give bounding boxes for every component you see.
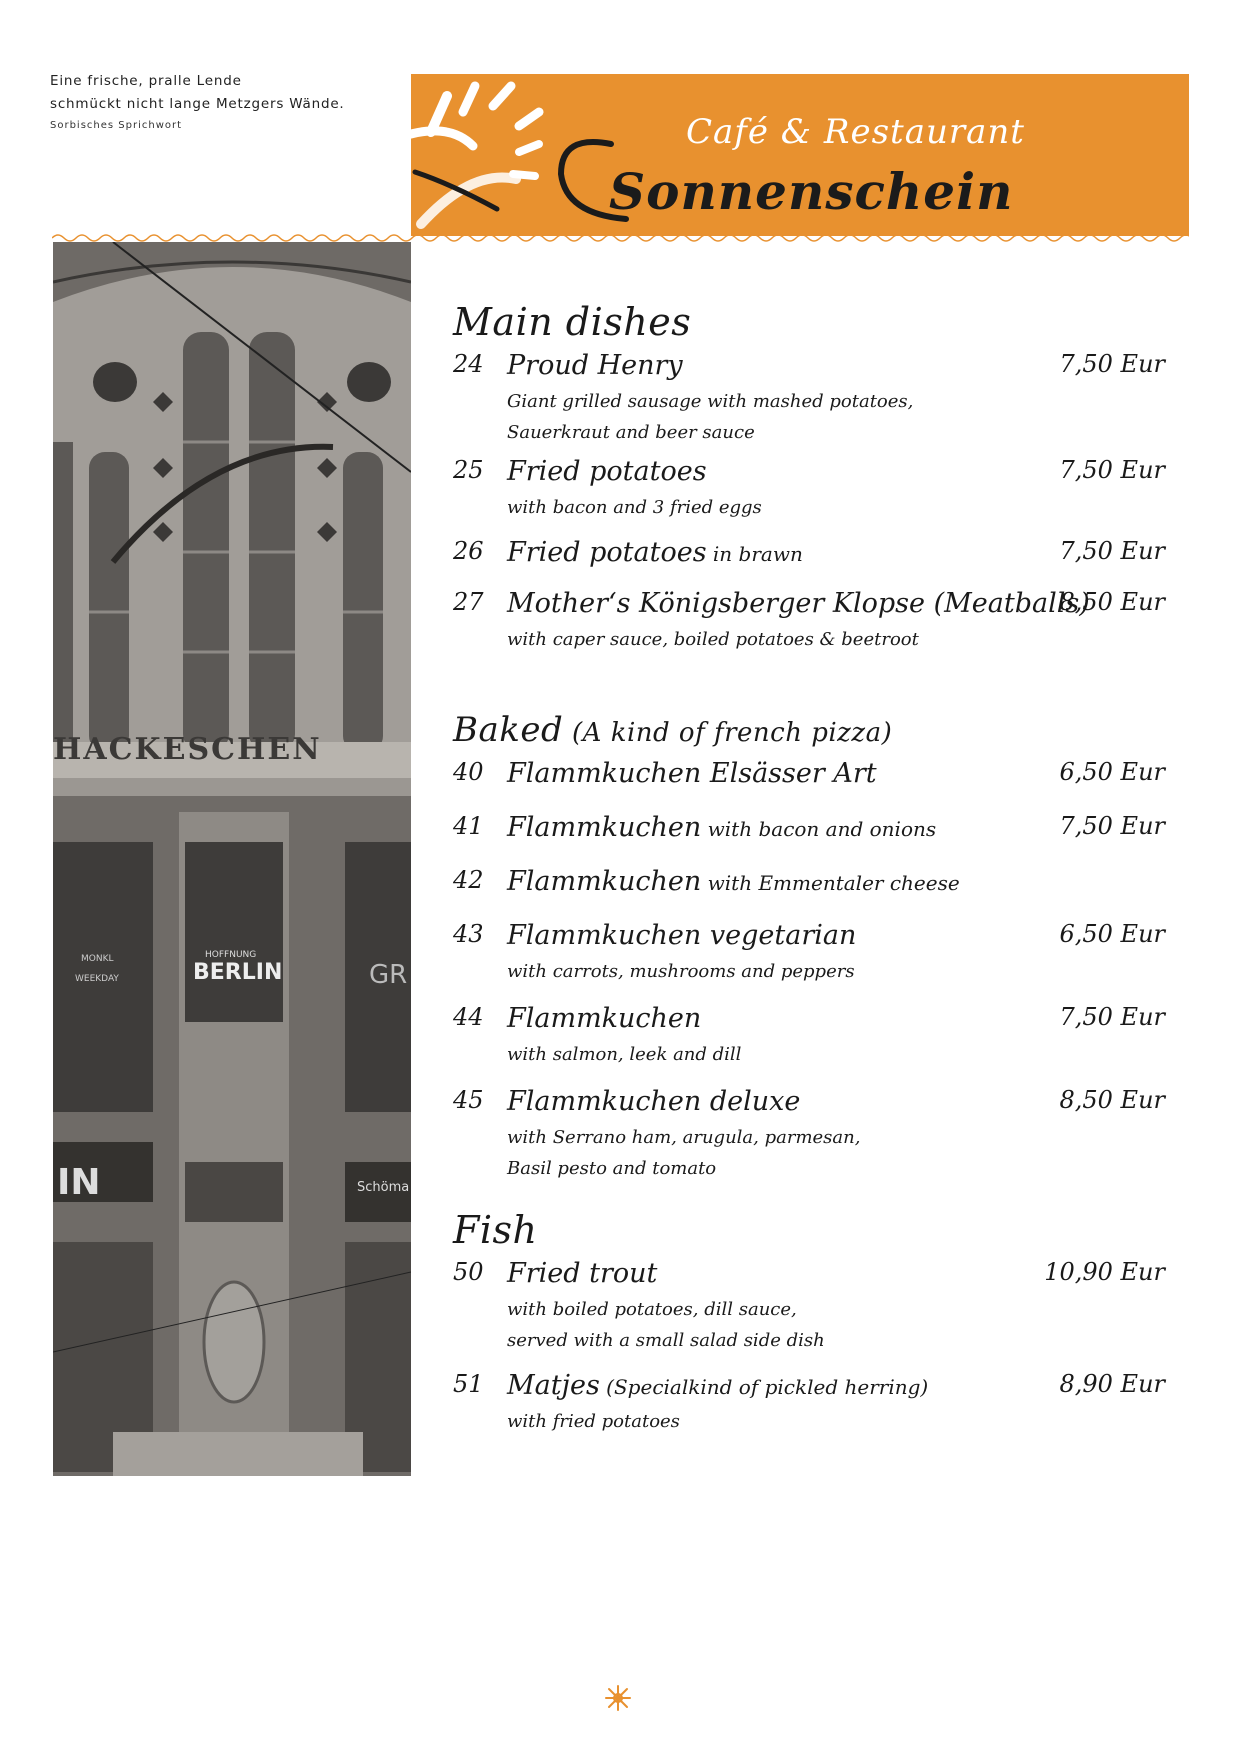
snowflake-ornament-icon [604, 1684, 632, 1712]
item-name: Flammkuchen with bacon and onions [507, 812, 937, 843]
menu-item [453, 1003, 1165, 1078]
section-title: Main dishes [453, 300, 692, 344]
sign-hoffnung: HOFFNUNG [205, 950, 257, 960]
item-number: 25 [453, 456, 484, 484]
item-name: Flammkuchen with Emmentaler cheese [507, 866, 960, 897]
quote-source: Sorbisches Sprichwort [50, 120, 183, 131]
item-number: 42 [453, 866, 484, 894]
item-description: with salmon, leek and dill [507, 1044, 742, 1065]
item-number: 44 [453, 1003, 484, 1031]
menu-item [453, 456, 1165, 531]
item-name: Flammkuchen Elsässer Art [507, 758, 877, 789]
item-description: with boiled potatoes, dill sauce, served with a small salad side dish [507, 1299, 825, 1351]
menu-item [453, 866, 1165, 912]
item-description: with Serrano ham, arugula, parmesan, Basil pesto and tomato [507, 1127, 861, 1179]
sign-in: IN [57, 1162, 101, 1203]
item-number: 51 [453, 1370, 484, 1398]
item-name: Fried trout [507, 1258, 658, 1289]
sign-monkl: MONKL [81, 954, 114, 964]
item-number: 27 [453, 588, 484, 616]
header-banner [411, 74, 1189, 236]
building-photo [53, 242, 411, 1476]
sign-hackeschen: HACKESCHEN [53, 732, 322, 767]
item-number: 24 [453, 350, 484, 378]
item-description: with bacon and 3 fried eggs [507, 497, 762, 518]
sign-gr: GR [369, 960, 408, 990]
item-price: 8,90 Eur [1059, 1370, 1165, 1398]
brand-name: Sonnenschein [609, 162, 1014, 221]
section-main-dishes [453, 300, 1165, 650]
menu-item [453, 1086, 1165, 1186]
item-name: Mother‘s Königsberger Klopse (Meatballs) [507, 588, 1090, 619]
menu-item [453, 920, 1165, 995]
sign-schoema: Schöma [357, 1180, 410, 1195]
sign-weekday: WEEKDAY [75, 974, 119, 984]
menu-item [453, 758, 1165, 804]
item-number: 40 [453, 758, 484, 786]
item-price: 7,50 Eur [1059, 537, 1165, 565]
item-number: 45 [453, 1086, 484, 1114]
menu-item [453, 812, 1165, 858]
item-description: Giant grilled sausage with mashed potatoes, Sauerkraut and beer sauce [507, 391, 914, 443]
item-number: 43 [453, 920, 484, 948]
item-price: 7,50 Eur [1059, 456, 1165, 484]
item-description: with fried potatoes [507, 1411, 680, 1432]
section-fish [453, 1208, 1165, 1432]
menu-item [453, 1370, 1165, 1440]
quote-line: Eine frische, pralle Lende [50, 73, 242, 89]
item-number: 41 [453, 812, 484, 840]
section-title: Baked (A kind of french pizza) [453, 710, 893, 750]
brand-subtitle: Café & Restaurant [686, 112, 1025, 152]
item-price: 7,50 Eur [1059, 1003, 1165, 1031]
item-description: with carrots, mushrooms and peppers [507, 961, 855, 982]
section-title: Fish [453, 1208, 538, 1252]
item-number: 26 [453, 537, 484, 565]
item-name: Flammkuchen deluxe [507, 1086, 801, 1117]
item-description: with caper sauce, boiled potatoes & beetroot [507, 629, 919, 650]
menu-item [453, 588, 1165, 658]
item-price: 10,90 Eur [1044, 1258, 1165, 1286]
sign-berlin: BERLIN [193, 960, 283, 985]
item-name: Proud Henry [507, 350, 683, 381]
item-name: Flammkuchen vegetarian [507, 920, 857, 951]
item-price: 8,50 Eur [1059, 1086, 1165, 1114]
item-name: Fried potatoes in brawn [507, 537, 803, 568]
menu-item [453, 1258, 1165, 1364]
item-name: Matjes (Specialkind of pickled herring) [507, 1370, 929, 1401]
item-price: 7,50 Eur [1059, 812, 1165, 840]
quote-line: schmückt nicht lange Metzgers Wände. [50, 96, 345, 112]
menu-item [453, 350, 1165, 450]
item-price: 6,50 Eur [1059, 758, 1165, 786]
item-name: Fried potatoes [507, 456, 707, 487]
quote-block [50, 70, 380, 131]
menu-item [453, 537, 1165, 582]
item-name: Flammkuchen [507, 1003, 702, 1034]
section-baked [453, 710, 1165, 1179]
item-price: 8,50 Eur [1059, 588, 1165, 616]
item-price: 6,50 Eur [1059, 920, 1165, 948]
item-number: 50 [453, 1258, 484, 1286]
item-price: 7,50 Eur [1059, 350, 1165, 378]
